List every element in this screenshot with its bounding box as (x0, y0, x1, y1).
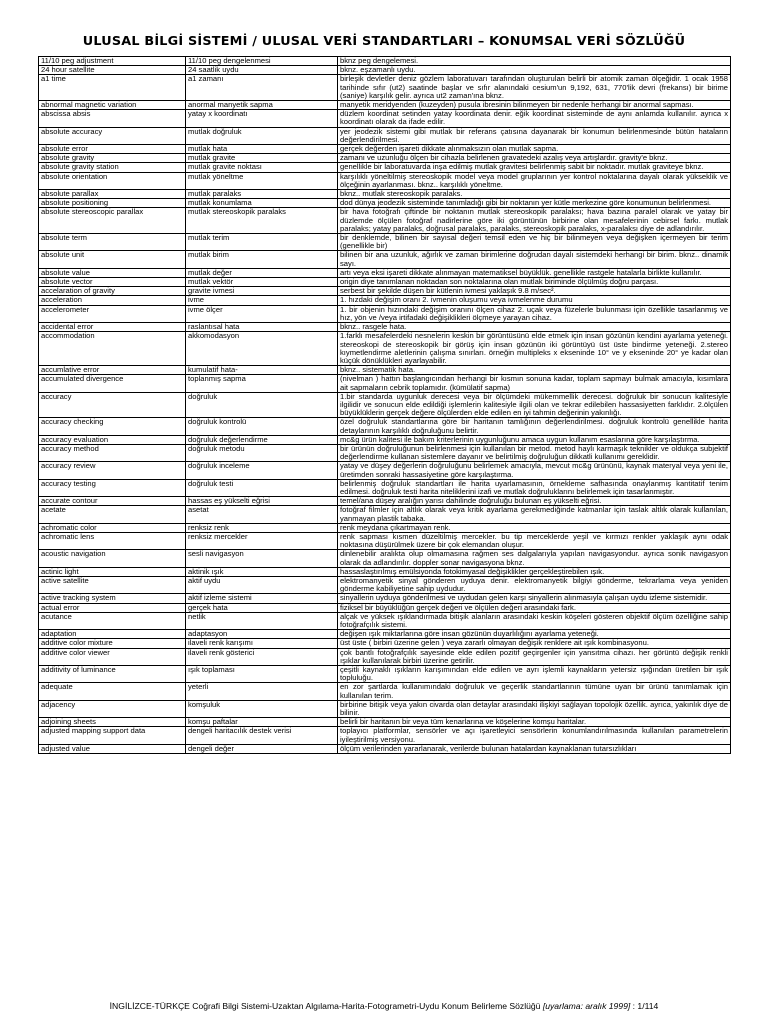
term-turkish: asetat (186, 506, 338, 523)
term-english: absolute vector (39, 278, 186, 287)
table-row (39, 603, 731, 612)
term-english: adjacency (39, 700, 186, 717)
page-footer (0, 1001, 768, 1011)
term-definition: düzlem koordinat setinden yatay koordinata denir. eğik koordinat sisteminde de aynı anlamda kullanılır. ayrıca x koordinatı olarak da ifade edilir. (338, 110, 731, 127)
term-english: accurate contour (39, 497, 186, 506)
table-row (39, 727, 731, 744)
table-row (39, 567, 731, 576)
term-definition: renk meydana çıkartmayan renk. (338, 523, 731, 532)
term-turkish: mutlak paralaks (186, 190, 338, 199)
term-definition: 1. hızdaki değişim oranı 2. ivmenin oluşumu veya ivmelenme durumu (338, 296, 731, 305)
table-row (39, 479, 731, 496)
term-turkish: dengeli haritacılık destek verisi (186, 727, 338, 744)
term-definition: fiziksel bir büyüklüğün gerçek değeri ve ölçülen değeri arasındaki fark. (338, 603, 731, 612)
term-english: adaptation (39, 630, 186, 639)
term-english: accuracy review (39, 462, 186, 479)
term-definition: bir hava fotoğrafı çiftinde bir noktanın mutlak stereoskopik paralaksı; hava bazına paralel olarak ve yatay bir düzlemde ölçülen fotoğraf nadirlerine göre iki görüntünün birbirine olan mesafelerinin cebirsel farkı. mutlak paralaks; yatay paralaks, doğrusal paralaks, paralaks, stereoskopik paralaks, x-paralaksı diye de adlandırılır. (338, 208, 731, 234)
term-english: absolute gravity station (39, 163, 186, 172)
term-definition: alçak ve yüksek ışıklandırmada bitişik alanların arasındaki keskin köşeleri gösteren objektif ölçüm özelliğine sahip fotoğrafçılık sistemi. (338, 612, 731, 629)
term-turkish: doğruluk metodu (186, 444, 338, 461)
term-english: absolute gravity (39, 154, 186, 163)
table-row (39, 497, 731, 506)
table-row (39, 700, 731, 717)
term-turkish: gerçek hata (186, 603, 338, 612)
term-english: actinic light (39, 567, 186, 576)
table-row (39, 332, 731, 366)
table-row (39, 287, 731, 296)
table-row (39, 110, 731, 127)
term-english: a1 time (39, 75, 186, 101)
table-row (39, 744, 731, 753)
table-row (39, 208, 731, 234)
table-row (39, 435, 731, 444)
term-definition: artı veya eksi işareti dikkate alınmayan matematiksel büyüklük. genellikle rastgele hatalarla birlikte kullanılır. (338, 268, 731, 277)
term-turkish: mutlak gravite noktası (186, 163, 338, 172)
term-definition: bir ürünün doğruluğunun belirlenmesi için kullanılan bir metod. metod haylı karmaşık teknikler ve oldukça subjektif değerlendirme kullanan sistemlere dayanır ve belirtilmiş doğruluğun dikkatli kullanımı gereklidir. (338, 444, 731, 461)
term-turkish: ivme (186, 296, 338, 305)
table-row (39, 296, 731, 305)
table-row (39, 612, 731, 629)
term-turkish: akkomodasyon (186, 332, 338, 366)
term-turkish: kumulatif hata- (186, 366, 338, 375)
term-english: absolute orientation (39, 172, 186, 189)
term-turkish: toplanmış sapma (186, 375, 338, 392)
term-definition: 1.bir standarda uygunluk derecesi veya bir ölçümdeki mükemmellik derecesi. doğruluk bir sonucun kalitesiyle ilgilidir ve sonucun elde edildiği işlemlerin kalitesiyle ilgili olan ve tekrar edilebilen hassasiyetten farklıdır. 2.ölçülen büyüklüklerin gerçek değere ölçülerden elde edilen en iyi tahmin değerinin yakınlığı. (338, 392, 731, 418)
term-english: additive color mixture (39, 639, 186, 648)
term-definition: genellikle bir laboratuvarda inşa edilmiş mutlak gravitesi belirlenmiş sabit bir noktadır. mutlak graviteye bknz. (338, 163, 731, 172)
term-turkish: mutlak hata (186, 145, 338, 154)
term-english: accumulated divergence (39, 375, 186, 392)
term-english: accuracy (39, 392, 186, 418)
term-definition: bilinen bir ana uzunluk, ağırlık ve zaman birimlerine doğrudan dayalı sistemdeki herhangi bir birim. bknz.. dinamik sayı. (338, 251, 731, 268)
term-turkish: ivme ölçer (186, 305, 338, 322)
term-turkish: a1 zamanı (186, 75, 338, 101)
table-row (39, 444, 731, 461)
term-turkish: doğruluk (186, 392, 338, 418)
term-english: acetate (39, 506, 186, 523)
term-definition: bknz peg dengelemesi. (338, 57, 731, 66)
term-definition: 1. bir objenin hızındaki değişim oranını ölçen cihaz 2. uçak veya füzelerle bulunması için özellikle tasarlanmış ve hız, yön ve /veya irtifadaki değişiklikleri ölçmeye yarayan cihaz. (338, 305, 731, 322)
term-definition: bir denklemde, bilinen bir sayısal değeri temsil eden ve hiç bir bilinmeyen veya değişken içermeyen bir terim (genellikle bir) (338, 234, 731, 251)
term-english: additivity of luminance (39, 666, 186, 683)
term-turkish: doğruluk testi (186, 479, 338, 496)
term-definition: çeşitli kaynaklı ışıkların karışımından elde edilen ve ayrı işlemli kaynakların yetersiz ışığından üretilen bir ışık topluluğu. (338, 666, 731, 683)
term-english: absolute accuracy (39, 127, 186, 144)
term-definition: bknz. eşzamanlı uydu. (338, 66, 731, 75)
table-row (39, 101, 731, 110)
term-turkish: mutlak konumlama (186, 199, 338, 208)
term-definition: bknz.. sistematik hata. (338, 366, 731, 375)
term-turkish: ilaveli renk gösterici (186, 648, 338, 665)
table-row (39, 66, 731, 75)
term-definition: birbirine bitişik veya yakın civarda olan detaylar arasındaki ilişkiyi sağlayan topolojik özellik. ayrıca, yakınlık diye de bilinir. (338, 700, 731, 717)
term-english: additive color viewer (39, 648, 186, 665)
term-definition: 1.farklı mesafelerdeki nesnelerin keskin bir görüntüsünü elde etmek için insan gözünün kendini ayarlama yeteneği. stereoskopi de stereoskopik bir görüş için insan gözünün iki görüntüyü üst üste bindirme yeteneği. 2.stereo kıymetlendirme aletlerinin çalışma sınırları. örneğin multipleks x ekseninde 10° ve y ekseninde 20° ye kadar olan küçük dönüklükleri ayarlayabilir. (338, 332, 731, 366)
term-definition: mc&g ürün kalitesi ile bakım kriterlerinin uygunluğunu amaca uygun kullanım esaslarına göre karşılaştırma. (338, 435, 731, 444)
term-turkish: aktif uydu (186, 576, 338, 593)
term-english: adequate (39, 683, 186, 700)
term-english: adjusted mapping support data (39, 727, 186, 744)
term-definition: yatay ve düşey değerlerin doğruluğunu belirlemek amacıyla, mevcut mc&g ürününü, kaynak materyal veya yeni ile, üretimden sonraki hassasiyetine göre karşılaştırma. (338, 462, 731, 479)
term-turkish: komşuluk (186, 700, 338, 717)
table-row (39, 145, 731, 154)
term-definition: toplayıcı platformlar, sensörler ve açı işaretleyici sensörlerin konumlandırılmasında kullanılan parametrelerin iyileştirilmiş versiyonu. (338, 727, 731, 744)
term-definition: özel doğruluk standartlarına göre bir haritanın tamlığının değerlendirilmesi. doğruluk kontrolü genellikle harita detaylarının karşılıklı doğruluğunu belirtir. (338, 418, 731, 435)
term-turkish: raslantısal hata (186, 323, 338, 332)
term-turkish: 24 saatlik uydu (186, 66, 338, 75)
footer-update: [uyarlama: aralık 1999] (542, 1001, 631, 1011)
term-turkish: anormal manyetik sapma (186, 101, 338, 110)
term-english: absolute term (39, 234, 186, 251)
term-definition: ölçüm verilerinden yararlanarak, verilerde bulunan hatalardan kaynaklanan tutarsızlıkları (338, 744, 731, 753)
term-english: accuracy checking (39, 418, 186, 435)
footer-page-number: : 1/114 (632, 1001, 659, 1011)
term-english: 24 hour satellite (39, 66, 186, 75)
term-definition: bknz.. rasgele hata. (338, 323, 731, 332)
term-turkish: mutlak doğruluk (186, 127, 338, 144)
table-row (39, 576, 731, 593)
term-turkish: renksiz mercekler (186, 532, 338, 549)
table-row (39, 172, 731, 189)
term-english: absolute value (39, 268, 186, 277)
term-definition: origin diye tanımlanan noktadan son noktalarına olan mutlak biriminde ölçülmüş doğru parçası. (338, 278, 731, 287)
table-row (39, 154, 731, 163)
term-english: absolute stereoscopic parallax (39, 208, 186, 234)
term-definition: gerçek değerden işareti dikkate alınmaksızın olan mutlak sapma. (338, 145, 731, 154)
term-english: active satellite (39, 576, 186, 593)
term-turkish: hassas eş yükselti eğrisi (186, 497, 338, 506)
term-english: absolute error (39, 145, 186, 154)
table-row (39, 251, 731, 268)
term-english: achromatic color (39, 523, 186, 532)
term-turkish: aktinik ışık (186, 567, 338, 576)
table-row (39, 666, 731, 683)
table-row (39, 199, 731, 208)
term-turkish: 11/10 peg dengelenmesi (186, 57, 338, 66)
term-definition: üst üste ( birbiri üzerine gelen ) veya zararlı olmayan değişik renklere ait ışık kombinasyonu. (338, 639, 731, 648)
term-english: accuracy evaluation (39, 435, 186, 444)
term-turkish: mutlak gravite (186, 154, 338, 163)
table-row (39, 506, 731, 523)
term-turkish: mutlak yöneltme (186, 172, 338, 189)
term-definition: zamanı ve uzunluğu ölçen bir cihazla belirlenen gravatedeki azalış veya artışlardır. gravity'e bknz. (338, 154, 731, 163)
table-row (39, 648, 731, 665)
term-definition: (nivelman ) hattın başlangıcından herhangi bir kısmın sonuna kadar, toplam sapmayı bulmak amacıyla, kısımlara ait sapmaların cebrik toplamıdır. (kümülatif sapma) (338, 375, 731, 392)
table-row (39, 278, 731, 287)
table-row (39, 392, 731, 418)
term-definition: en zor şartlarda kullanımındaki doğruluk ve geçerlik standartlarının tümüne uyan bir ürünü tanımlamak için kullanılan terim. (338, 683, 731, 700)
term-definition: dod dünya jeodezik sisteminde tanımladığı gibi bir noktanın yer kütle merkezine göre konumunun belirlenmesi. (338, 199, 731, 208)
footer-text: İNGİLİZCE-TÜRKÇE Coğrafi Bilgi Sistemi-Uzaktan Algılama-Harita-Fotogrametri-Uydu Konum Belirleme Sözlüğü (109, 1001, 541, 1011)
table-row (39, 418, 731, 435)
term-definition: yer jeodezik sistemi gibi mutlak bir referans çatısına dayanarak bir konumun belirlenmesinde bütün hataların değerlendirilmesi. (338, 127, 731, 144)
term-definition: karşılıklı yöneltilmiş stereoskopik model veya model gruplarının yer kontrol noktalarına dayalı olarak yükseklik ve ölçeğinin ayarlanması. bknz.. karşılıklı yöneltme. (338, 172, 731, 189)
table-row (39, 190, 731, 199)
term-turkish: sesli navigasyon (186, 550, 338, 567)
table-row (39, 550, 731, 567)
table-row (39, 532, 731, 549)
term-definition: temel/ana düşey aralığın yarısı dahilinde doğruluğu bulunan eş yükselti eğrisi. (338, 497, 731, 506)
term-definition: bknz.. mutlak stereoskopik paralaks. (338, 190, 731, 199)
term-english: absolute parallax (39, 190, 186, 199)
term-definition: belirlenmiş doğruluk standartları ile harita uyarlamasının, örnekleme safhasında onaylanmış kantitatif tenim edilmesi. doğruluk testi harita niteliklerini izafi ve mutlak doğruluklarını belirlemek için tasarlanmıştır. (338, 479, 731, 496)
term-english: absolute unit (39, 251, 186, 268)
term-definition: manyetik meridyenden (kuzeyden) pusula ibresinin bilinmeyen bir nedenle herhangi bir anormal sapması. (338, 101, 731, 110)
table-row (39, 163, 731, 172)
term-english: accommodation (39, 332, 186, 366)
term-turkish: doğruluk değerlendirme (186, 435, 338, 444)
dictionary-body (39, 57, 731, 754)
term-english: accelaration of gravity (39, 287, 186, 296)
page-title: ULUSAL BİLGİ SİSTEMİ / ULUSAL VERİ STANDARTLARI – KONUMSAL VERİ SÖZLÜĞÜ (82, 34, 686, 49)
table-row (39, 630, 731, 639)
term-english: achromatic lens (39, 532, 186, 549)
term-turkish: renksiz renk (186, 523, 338, 532)
term-turkish: ilaveli renk karışımı (186, 639, 338, 648)
table-row (39, 127, 731, 144)
table-row (39, 462, 731, 479)
term-turkish: doğruluk kontrolü (186, 418, 338, 435)
term-turkish: ışık toplaması (186, 666, 338, 683)
term-definition: belirli bir haritanın bir veya tüm kenarlarına ve köşelerine komşu haritalar. (338, 718, 731, 727)
term-definition: dinlenebilir aralıkta olup olmamasına rağmen ses dalgalarıyla yapılan navigasyondur. ayrıca sonik navigasyon olarak da adlandırılır. doppler sonar navigasyona bknz. (338, 550, 731, 567)
term-english: accuracy method (39, 444, 186, 461)
term-turkish: aktif izleme sistemi (186, 594, 338, 603)
term-turkish: doğruluk inceleme (186, 462, 338, 479)
term-turkish: yatay x koordinatı (186, 110, 338, 127)
term-turkish: yeterli (186, 683, 338, 700)
term-turkish: adaptasyon (186, 630, 338, 639)
term-turkish: gravite ivmesi (186, 287, 338, 296)
table-row (39, 523, 731, 532)
table-row (39, 323, 731, 332)
term-english: 11/10 peg adjustment (39, 57, 186, 66)
term-definition: çok bantlı fotoğrafçılık sayesinde elde edilen pozitif geçirgenler için yansıtma cihazı. her görüntü değişik renkli ışıklar kullanılarak birbiri üzerine getirilir. (338, 648, 731, 665)
term-english: adjoining sheets (39, 718, 186, 727)
table-row (39, 639, 731, 648)
table-row (39, 234, 731, 251)
term-english: accidental error (39, 323, 186, 332)
table-row (39, 75, 731, 101)
term-definition: birleşik devletler deniz gözlem laboratuvarı tarafından oluşturulan belirli bir atomik zaman ölçeğidir. 1 ocak 1958 tarihinde sıfır (ut2) saatinde başlar ve sıfır alanındaki cesium'un 9,192, 631, 770'lik devri (frekansı) bir birime (saniye) karşılık gelir. ayrıca ut2 zaman'ına bknz. (338, 75, 731, 101)
table-row (39, 57, 731, 66)
term-definition: elektromanyetik sinyal gönderen uyduya denir. elektromanyetik bilgiyi gönderme, tekrarlama veya yeniden gönderme kabiliyetine sahip uydudur. (338, 576, 731, 593)
term-turkish: komşu paftalar (186, 718, 338, 727)
term-turkish: mutlak stereoskopik paralaks (186, 208, 338, 234)
term-turkish: mutlak vektör (186, 278, 338, 287)
term-english: actual error (39, 603, 186, 612)
term-definition: renk sapması kısmen düzeltilmiş mercekler. bu tip merceklerde yeşil ve kırmızı renkler yaklaşık aynı odak noktasına düşürülmek üzere bir çok elemandan oluşur. (338, 532, 731, 549)
term-definition: sinyallerin uyduya gönderilmesi ve uydudan gelen karşı sinyallerin alınmasıyla çalışan uydu izleme sistemidir. (338, 594, 731, 603)
term-english: adjusted value (39, 744, 186, 753)
table-row (39, 375, 731, 392)
term-english: acceleration (39, 296, 186, 305)
term-turkish: mutlak birim (186, 251, 338, 268)
dictionary-table (38, 56, 731, 754)
term-english: active tracking system (39, 594, 186, 603)
table-row (39, 594, 731, 603)
table-row (39, 718, 731, 727)
table-row (39, 305, 731, 322)
term-definition: hassaslaştırılmış emülsiyonda fotokimyasal değişiklikler gerçekleştirebilen ışık. (338, 567, 731, 576)
term-english: acoustic navigation (39, 550, 186, 567)
term-turkish: dengeli değer (186, 744, 338, 753)
term-definition: serbest bir şekilde düşen bir kütlenin ivmesi yaklaşık 9.8 m/sec². (338, 287, 731, 296)
table-row (39, 268, 731, 277)
term-turkish: mutlak terim (186, 234, 338, 251)
table-row (39, 366, 731, 375)
term-definition: değişen ışık miktarlarına göre insan gözünün duyarlılığını ayarlama yeteneği. (338, 630, 731, 639)
term-english: abnormal magnetic variation (39, 101, 186, 110)
term-english: abscissa absis (39, 110, 186, 127)
term-english: absolute positioning (39, 199, 186, 208)
term-turkish: netlik (186, 612, 338, 629)
term-english: accuracy testing (39, 479, 186, 496)
table-row (39, 683, 731, 700)
term-turkish: mutlak değer (186, 268, 338, 277)
term-english: acutance (39, 612, 186, 629)
term-definition: fotoğraf filmler için altlık olarak veya kritik ayarlama gerekmediğinde katmanlar için taslak altlık olarak kullanılan, yanmayan plastik tabaka. (338, 506, 731, 523)
term-english: accumlative error (39, 366, 186, 375)
term-english: accelerometer (39, 305, 186, 322)
